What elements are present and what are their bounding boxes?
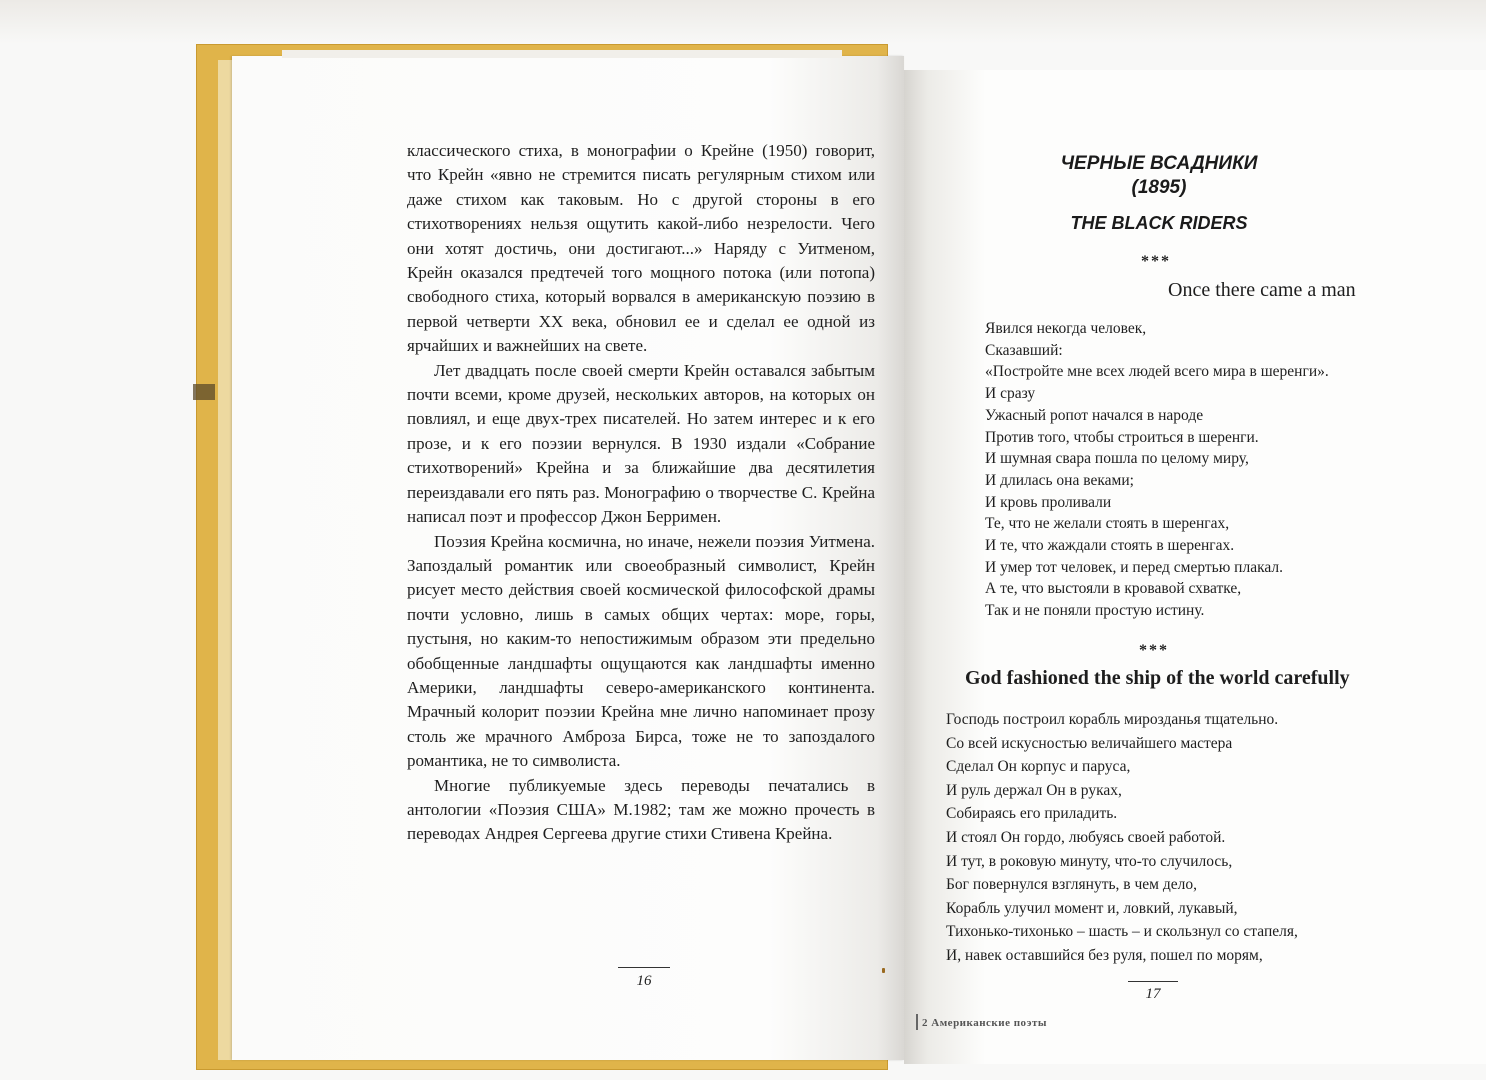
poem-separator: *** (1141, 253, 1171, 270)
section-heading-russian: ЧЕРНЫЕ ВСАДНИКИ (1060, 153, 1258, 174)
paragraph: Многие публикуемые здесь переводы печатались в антологии «Поэзия США» М.1982; там же можно прочесть в переводах Андрея Сергеева другие стихи Стивена Крейна. (407, 775, 875, 844)
poem-line: И тут, в роковую минуту, что-то случилось, (946, 852, 1233, 870)
poem-line: Со всей искусностью величайшего мастера (946, 734, 1233, 752)
page-number-rule (1128, 981, 1178, 982)
page-number-rule (618, 967, 670, 968)
poem-line: Господь построил корабль мирозданья тщательно. (946, 711, 1279, 728)
poem-line: Тихонько-тихонько – шасть – и скользнул со стапеля, (946, 923, 1298, 941)
poem-line: И сразу (985, 385, 1036, 403)
paragraph: Лет двадцать после своей смерти Крейн оставался забытым почти всеми, кроме друзей, нескольких авторов, на которых он повлиял, и еще двух-трех писателей. Но затем интерес и к его прозе, и к его поэзии вернулся. В 1930 издали «Собрание стихотворений» Крейна и за ближайшие два десятилетия переиздавали его пять раз. Монографию о творчестве С. Крейна написал поэт и профессор Джон Берримен. (407, 360, 875, 527)
poem-separator: *** (1139, 642, 1169, 659)
poem-line: «Постройте мне всех людей всего мира в шеренги». (985, 363, 1329, 381)
gutter-mark (882, 968, 885, 973)
poem-line: И кровь проливали (985, 493, 1112, 511)
poem-line: Явился некогда человек, (985, 320, 1147, 337)
poem-line: И длилась она веками; (985, 471, 1134, 489)
poem-line: Ужасный ропот начался в народе (985, 406, 1204, 424)
poem-line: Сделал Он корпус и паруса, (946, 758, 1131, 776)
page-number-right: 17 (1145, 986, 1161, 1002)
section-heading-year: (1895) (1131, 177, 1187, 198)
poem-2-lines (946, 708, 1298, 968)
paragraph: Поэзия Крейна космична, но иначе, нежели поэзия Уитмена. Запоздалый романтик или своеобразный символист, Крейн рисует место действия своей космической философской драмы почти условно, лишь в самых общих чертах: море, горы, пустыня, но каким-то непостижимым образом эти предельно обобщенные ландшафты ощущаются как ландшафты именно Америки, ландшафты северо-американского континента. Мрачный колорит поэзии Крейна мне лично напоминает прозу столь же мрачного Амброза Бирса, тоже не то запоздалого романтика, не то символиста. (407, 531, 875, 771)
book-cover-inner-edge (218, 60, 232, 1060)
section-heading-english: THE BLACK RIDERS (1070, 213, 1248, 233)
poem-line: И руль держал Он в руках, (946, 781, 1122, 799)
page-number-left: 16 (636, 973, 652, 989)
left-page-body (407, 139, 875, 847)
poem-line: Так и не поняли простую истину. (985, 602, 1205, 620)
poem-line: Корабль улучил момент и, ловкий, лукавый, (946, 899, 1238, 917)
poem-line: Против того, чтобы строиться в шеренги. (985, 428, 1259, 446)
poem-1-lines (985, 318, 1329, 622)
poem-line: А те, что выстояли в кровавой схватке, (985, 580, 1242, 598)
poem-line: И умер тот человек, и перед смертью плакал. (985, 558, 1284, 576)
poem-line: И стоял Он гордо, любуясь своей работой. (946, 828, 1226, 846)
poem-line: И те, что жаждали стоять в шеренгах. (985, 537, 1235, 555)
spine-label-mark (193, 384, 215, 400)
poem-line: Бог повернулся взглянуть, в чем дело, (946, 876, 1197, 894)
poem-title-2: God fashioned the ship of the world carefully (965, 667, 1350, 689)
poem-line: Сказавший: (985, 341, 1063, 359)
poem-line: И, навек оставшийся без руля, пошел по морям, (946, 946, 1263, 964)
poem-line: Те, что не желали стоять в шеренгах, (985, 515, 1230, 533)
paragraph: классического стиха, в монографии о Крейне (1950) говорит, что Крейн «явно не стремится писать регулярным стихом или даже стихом как таковым. Но с другой стороны в его стихотворениях нельзя ощутить какой-либо незрелости. Чего они хотят достичь, они достигают...» Наряду с Уитменом, Крейн оказался предтечей того мощного потока (или потопа) свободного стиха, который ворвался в американскую поэзию в первой четверти XX века, обновил ее и сделал ее одной из ярчайших и важнейших на свете. (407, 141, 875, 356)
poem-title-1: Once there came a man (1168, 279, 1356, 301)
poem-line: Собираясь его приладить. (946, 805, 1118, 823)
signature-mark: 2 Американские поэты (922, 1017, 1047, 1029)
poem-line: И шумная свара пошла по целому миру, (985, 450, 1249, 468)
signature-mark-tick (916, 1014, 918, 1030)
